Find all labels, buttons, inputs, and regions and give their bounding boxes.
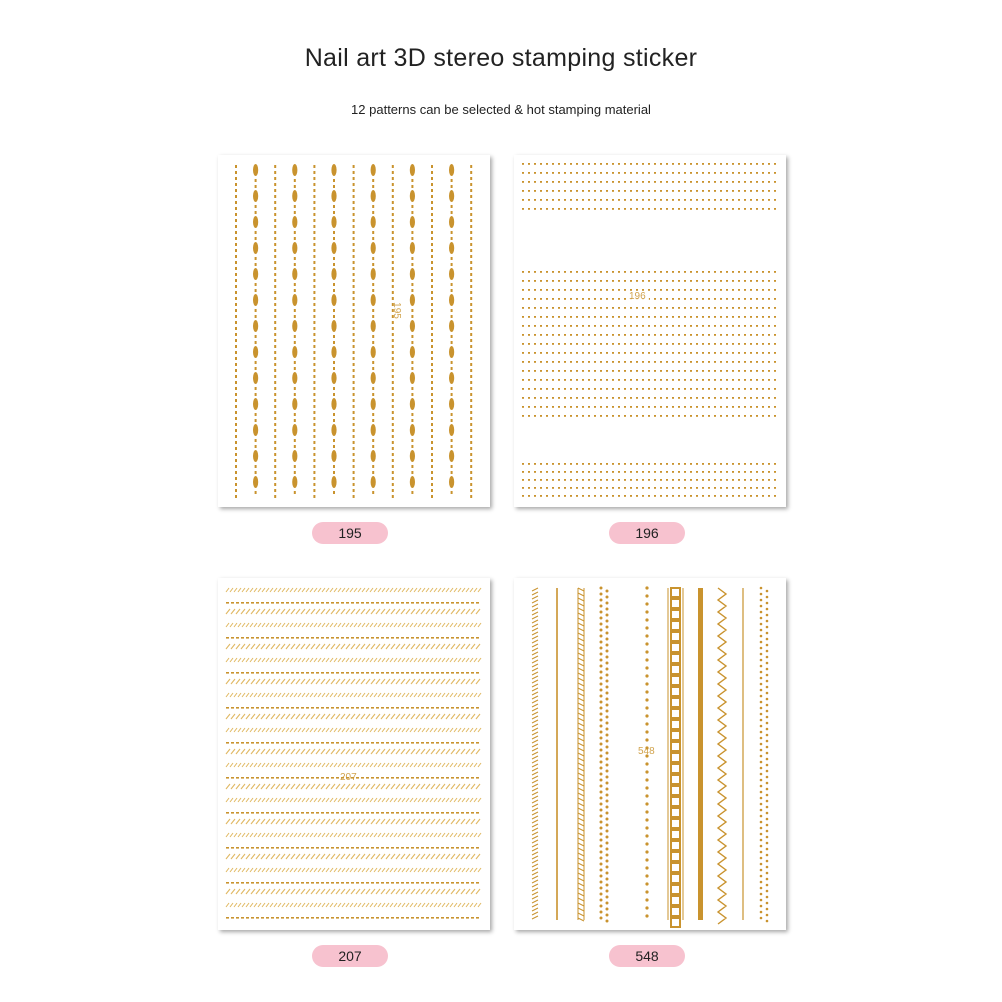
bead-strand — [392, 165, 394, 498]
twist-strip — [226, 714, 480, 719]
bead-strand — [522, 190, 776, 192]
twist-strip — [226, 693, 481, 697]
twist-strip — [226, 784, 480, 789]
sheet-code-label: 196 — [626, 291, 649, 302]
bead-strand — [522, 316, 776, 318]
bead-strand — [253, 164, 258, 494]
twist-strip — [226, 903, 481, 907]
twist-strip — [226, 882, 479, 884]
sticker-sheet-195[interactable] — [218, 155, 490, 507]
bead-strand — [313, 165, 315, 498]
bead-strand — [522, 495, 776, 497]
twist-strip — [226, 798, 481, 802]
bead-strand — [331, 164, 336, 494]
bead-strand — [470, 165, 472, 498]
dot-strand — [600, 587, 609, 923]
sheet-pattern-196 — [514, 155, 786, 507]
bead-strand — [522, 463, 776, 465]
bead-strand — [522, 352, 776, 354]
twist-strip — [226, 889, 480, 894]
bead-strand — [371, 164, 376, 494]
bead-strand — [522, 397, 776, 399]
bead-strand — [522, 388, 776, 390]
page-subtitle: 12 patterns can be selected & hot stamping material — [351, 102, 651, 117]
twist-strip — [226, 707, 479, 709]
bead-strand — [522, 334, 776, 336]
bead-strand — [522, 415, 776, 417]
square-chain-strand — [668, 588, 683, 927]
bead-strand — [522, 307, 776, 309]
twist-strip — [226, 833, 481, 837]
twist-strip — [226, 644, 480, 649]
product-badge-196: 196 — [609, 522, 685, 544]
bead-strand — [522, 172, 776, 174]
twist-strip — [226, 602, 479, 604]
product-badge-207: 207 — [312, 945, 388, 967]
sticker-sheet-207[interactable] — [218, 578, 490, 930]
twist-strip — [226, 637, 479, 639]
sheet-pattern-207 — [218, 578, 490, 930]
twist-strip — [226, 749, 480, 754]
twist-strip — [226, 588, 481, 592]
twist-strip — [226, 854, 480, 859]
twist-strip — [226, 917, 479, 919]
twist-strip — [226, 623, 481, 627]
bead-strand — [522, 370, 776, 372]
twist-strip — [226, 658, 481, 662]
sticker-sheet-196[interactable] — [514, 155, 786, 507]
bead-strand — [522, 379, 776, 381]
sheet-pattern-195 — [218, 155, 490, 507]
twist-strip — [226, 868, 481, 872]
bead-strand — [522, 471, 776, 473]
product-badge-195: 195 — [312, 522, 388, 544]
twist-strip — [226, 609, 480, 614]
bead-strand — [522, 208, 776, 210]
bead-strand — [522, 325, 776, 327]
twist-strip — [226, 672, 479, 674]
sticker-sheet-548[interactable] — [514, 578, 786, 930]
sheet-code-label: 195 — [390, 302, 402, 319]
bead-strand — [522, 479, 776, 481]
bead-strand — [522, 298, 776, 300]
ladder-strand — [578, 588, 584, 921]
bead-strand — [353, 165, 355, 498]
twist-strip — [226, 728, 481, 732]
twist-strip — [226, 742, 479, 744]
bead-strand — [522, 280, 776, 282]
twist-strip — [226, 812, 479, 814]
sheet-code-label: 207 — [340, 772, 357, 783]
dot-strand — [760, 587, 769, 923]
hatch-strand — [532, 588, 538, 919]
bead-strand — [522, 181, 776, 183]
bead-strand — [522, 487, 776, 489]
bead-strand — [431, 165, 433, 498]
twist-strip — [226, 679, 480, 684]
bead-strand — [292, 164, 297, 494]
page-title: Nail art 3D stereo stamping sticker — [304, 44, 698, 72]
bead-strand — [522, 361, 776, 363]
bead-strand — [522, 271, 776, 273]
bar-strand — [698, 588, 703, 920]
twist-strip — [226, 763, 481, 767]
bead-strand — [522, 343, 776, 345]
twist-strip — [226, 819, 480, 824]
twist-strip — [226, 847, 479, 849]
bead-strand — [522, 163, 776, 165]
bead-strand — [235, 165, 237, 498]
bead-strand — [522, 199, 776, 201]
sheet-code-label: 548 — [638, 746, 655, 757]
zigzag-strand — [718, 588, 726, 924]
bead-strand — [449, 164, 454, 494]
bead-strand — [410, 164, 415, 494]
product-badge-548: 548 — [609, 945, 685, 967]
bead-strand — [274, 165, 276, 498]
bead-strand — [522, 289, 776, 291]
bead-strand — [522, 406, 776, 408]
